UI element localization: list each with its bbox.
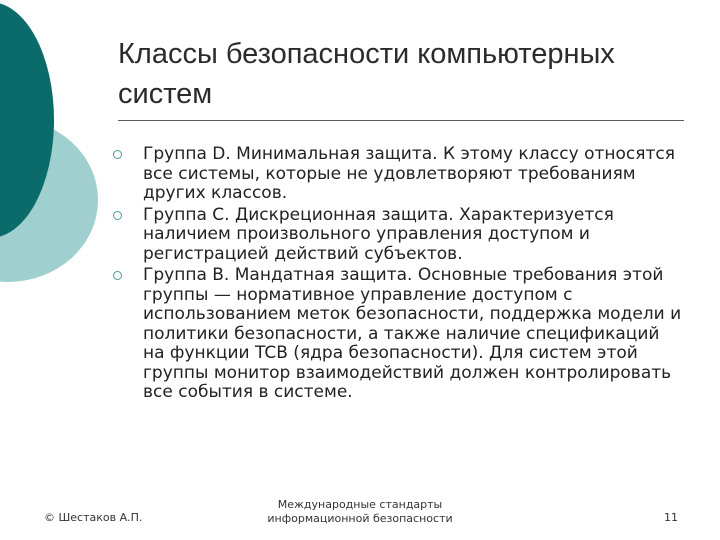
footer-course-line2: информационной безопасности <box>267 512 453 525</box>
bullet-text: Группа D. Минимальная защита. К этому классу относятся все системы, которые не удовлетворяют требованиям других классов. <box>143 144 675 203</box>
bullet-item <box>112 206 682 265</box>
decorative-circles-graphic <box>0 0 110 300</box>
bullet-list <box>112 145 682 405</box>
bullet-circle-icon <box>113 271 122 280</box>
page-number: 11 <box>664 511 678 524</box>
bullet-item <box>112 266 682 403</box>
bullet-text: Группа C. Дискреционная защита. Характеризуется наличием произвольного управления доступом и регистрацией действий субъектов. <box>143 204 614 264</box>
footer-author: © Шестаков А.П. <box>44 511 143 524</box>
bullet-item <box>112 145 682 204</box>
bullet-circle-icon <box>113 211 122 220</box>
slide-title: Классы безопасности компьютерных систем <box>118 38 615 110</box>
footer-course-title <box>240 498 480 526</box>
bullet-text: Группа B. Мандатная защита. Основные требования этой группы — нормативное управление доступом с использованием меток безопасности, поддержка модели и политики безопасности, а также наличие спецификаций на функции TCB (ядра безопасности). Для систем этой группы монитор взаимодействий должен контролировать все события в системе. <box>143 265 682 402</box>
decorative-teal-shapes <box>0 0 110 300</box>
bullet-circle-icon <box>113 150 122 159</box>
title-divider <box>118 120 684 121</box>
footer-course-line1: Международные стандарты <box>277 498 443 511</box>
